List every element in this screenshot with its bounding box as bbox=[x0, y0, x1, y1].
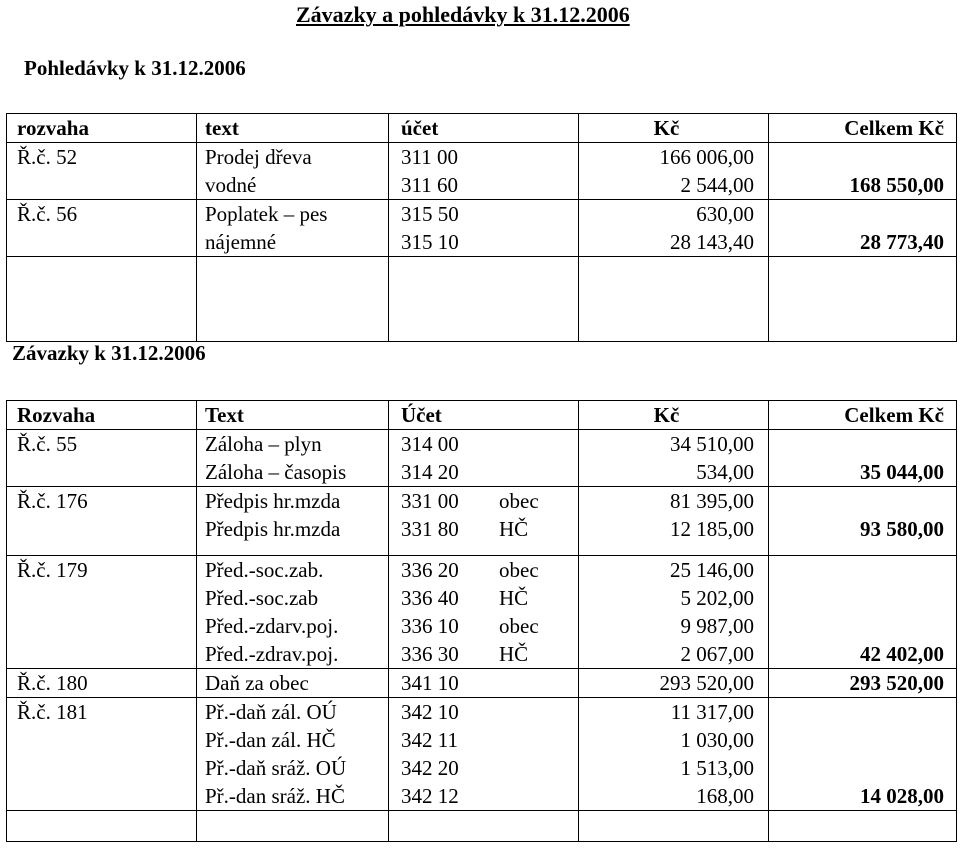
account-number: 336 20 bbox=[401, 558, 459, 582]
header-text: Text bbox=[197, 401, 389, 430]
celkem-line bbox=[769, 143, 944, 171]
cell-rozvaha bbox=[7, 200, 197, 257]
kc-line: 25 146,00 bbox=[670, 558, 754, 582]
kc-line: 11 317,00 bbox=[670, 700, 754, 724]
header-ucet: Účet bbox=[389, 401, 579, 430]
rozvaha-line bbox=[17, 171, 196, 199]
text-line: Před.-soc.zab bbox=[205, 586, 319, 610]
cell-celkem bbox=[769, 698, 957, 811]
cell-celkem bbox=[769, 143, 957, 200]
header-kc: Kč bbox=[579, 114, 769, 143]
celkem-line bbox=[769, 612, 944, 640]
header-celkem: Celkem Kč bbox=[769, 114, 957, 143]
kc-line: 1 030,00 bbox=[680, 728, 754, 752]
cell-rozvaha bbox=[7, 556, 197, 669]
celkem-line bbox=[769, 726, 944, 754]
cell-text bbox=[197, 430, 389, 487]
celkem-line bbox=[769, 487, 944, 515]
rozvaha-line bbox=[17, 640, 196, 668]
cell-kc bbox=[579, 200, 769, 257]
text-line: Záloha – časopis bbox=[205, 460, 347, 484]
header-ucet: účet bbox=[389, 114, 579, 143]
account-line bbox=[401, 430, 578, 458]
text-line: Před.-zdarv.poj. bbox=[205, 614, 339, 638]
celkem-line: 42 402,00 bbox=[860, 642, 944, 666]
cell-celkem bbox=[769, 669, 957, 698]
cell-ucet bbox=[389, 200, 579, 257]
kc-line: 293 520,00 bbox=[659, 671, 754, 695]
account-line bbox=[401, 487, 578, 515]
cell-kc bbox=[579, 430, 769, 487]
account-number: 314 00 bbox=[401, 432, 459, 456]
rozvaha-line bbox=[17, 612, 196, 640]
celkem-line: 28 773,40 bbox=[860, 230, 944, 254]
cell-ucet bbox=[389, 143, 579, 200]
kc-line: 2 544,00 bbox=[680, 173, 754, 197]
account-line bbox=[401, 458, 578, 486]
account-line bbox=[401, 556, 578, 584]
text-line: Před.-soc.zab. bbox=[205, 558, 324, 582]
celkem-line bbox=[769, 698, 944, 726]
table-row bbox=[7, 430, 957, 487]
text-line: Poplatek – pes bbox=[205, 202, 328, 226]
cell-ucet bbox=[389, 430, 579, 487]
cell-text bbox=[197, 200, 389, 257]
cell-rozvaha bbox=[7, 487, 197, 556]
table-header-row bbox=[7, 401, 957, 430]
header-rozvaha: rozvaha bbox=[7, 114, 197, 143]
rozvaha-line: Ř.č. 180 bbox=[17, 671, 88, 695]
liabilities-title: Závazky k 31.12.2006 bbox=[12, 341, 206, 365]
cell-text bbox=[197, 669, 389, 698]
celkem-line: 293 520,00 bbox=[849, 671, 944, 695]
account-line bbox=[401, 669, 578, 697]
kc-line: 168,00 bbox=[696, 784, 754, 808]
celkem-line: 14 028,00 bbox=[860, 784, 944, 808]
celkem-line bbox=[769, 200, 944, 228]
account-number: 341 10 bbox=[401, 671, 459, 695]
cell-text bbox=[197, 556, 389, 669]
account-number: 331 80 bbox=[401, 517, 459, 541]
rozvaha-line: Ř.č. 52 bbox=[17, 145, 78, 169]
cell-text bbox=[197, 487, 389, 556]
text-line: Př.-dan sráž. HČ bbox=[205, 784, 345, 808]
account-party: HČ bbox=[499, 517, 529, 541]
text-line: Př.-daň zál. OÚ bbox=[205, 700, 337, 724]
account-number: 336 40 bbox=[401, 586, 459, 610]
account-line bbox=[401, 782, 578, 810]
text-line: Před.-zdrav.poj. bbox=[205, 642, 339, 666]
receivables-title: Pohledávky k 31.12.2006 bbox=[24, 56, 246, 80]
cell-kc bbox=[579, 556, 769, 669]
ucet-line: 315 50 bbox=[401, 202, 459, 226]
kc-line: 9 987,00 bbox=[680, 614, 754, 638]
rozvaha-line: Ř.č. 179 bbox=[17, 558, 88, 582]
kc-line: 12 185,00 bbox=[670, 517, 754, 541]
cell-kc bbox=[579, 669, 769, 698]
account-line bbox=[401, 515, 578, 543]
table-spacer-row bbox=[7, 811, 957, 842]
text-line: vodné bbox=[205, 173, 257, 197]
cell-celkem bbox=[769, 556, 957, 669]
text-line: Př.-dan zál. HČ bbox=[205, 728, 336, 752]
celkem-line: 168 550,00 bbox=[849, 173, 944, 197]
celkem-line bbox=[769, 556, 944, 584]
table-row bbox=[7, 556, 957, 669]
ucet-line: 315 10 bbox=[401, 230, 459, 254]
kc-line: 81 395,00 bbox=[670, 489, 754, 513]
document-title: Závazky a pohledávky k 31.12.2006 bbox=[296, 2, 630, 27]
cell-rozvaha bbox=[7, 143, 197, 200]
rozvaha-line bbox=[17, 515, 196, 543]
rozvaha-line bbox=[17, 754, 196, 782]
rozvaha-line bbox=[17, 726, 196, 754]
header-rozvaha: Rozvaha bbox=[7, 401, 197, 430]
kc-line: 2 067,00 bbox=[680, 642, 754, 666]
account-line bbox=[401, 640, 578, 668]
cell-ucet bbox=[389, 669, 579, 698]
ucet-line: 311 60 bbox=[401, 173, 458, 197]
kc-line: 166 006,00 bbox=[659, 145, 754, 169]
rozvaha-line bbox=[17, 458, 196, 486]
cell-rozvaha bbox=[7, 698, 197, 811]
text-line: Prodej dřeva bbox=[205, 145, 312, 169]
kc-line: 28 143,40 bbox=[670, 230, 754, 254]
header-celkem: Celkem Kč bbox=[769, 401, 957, 430]
account-number: 331 00 bbox=[401, 489, 459, 513]
cell-rozvaha bbox=[7, 669, 197, 698]
account-party: obec bbox=[499, 614, 539, 638]
cell-ucet bbox=[389, 698, 579, 811]
liabilities-table bbox=[6, 400, 957, 842]
account-line bbox=[401, 754, 578, 782]
cell-celkem bbox=[769, 487, 957, 556]
account-party: HČ bbox=[499, 586, 529, 610]
table-spacer-row bbox=[7, 257, 957, 342]
header-kc: Kč bbox=[579, 401, 769, 430]
ucet-line: 311 00 bbox=[401, 145, 458, 169]
celkem-line: 93 580,00 bbox=[860, 517, 944, 541]
cell-kc bbox=[579, 698, 769, 811]
account-party: obec bbox=[499, 489, 539, 513]
cell-ucet bbox=[389, 487, 579, 556]
kc-line: 34 510,00 bbox=[670, 432, 754, 456]
account-number: 342 10 bbox=[401, 700, 459, 724]
account-number: 336 30 bbox=[401, 642, 459, 666]
account-line bbox=[401, 584, 578, 612]
account-line bbox=[401, 698, 578, 726]
rozvaha-line: Ř.č. 176 bbox=[17, 489, 88, 513]
cell-celkem bbox=[769, 200, 957, 257]
rozvaha-line bbox=[17, 228, 196, 256]
account-party: obec bbox=[499, 558, 539, 582]
rozvaha-line: Ř.č. 56 bbox=[17, 202, 78, 226]
cell-kc bbox=[579, 143, 769, 200]
cell-ucet bbox=[389, 556, 579, 669]
account-line bbox=[401, 726, 578, 754]
text-line: Předpis hr.mzda bbox=[205, 489, 341, 513]
account-party: HČ bbox=[499, 642, 529, 666]
cell-kc bbox=[579, 487, 769, 556]
account-number: 336 10 bbox=[401, 614, 459, 638]
celkem-line bbox=[769, 584, 944, 612]
rozvaha-line bbox=[17, 584, 196, 612]
text-line: Záloha – plyn bbox=[205, 432, 322, 456]
rozvaha-line bbox=[17, 782, 196, 810]
text-line: Předpis hr.mzda bbox=[205, 517, 341, 541]
receivables-table bbox=[6, 113, 957, 342]
account-line bbox=[401, 612, 578, 640]
header-text: text bbox=[197, 114, 389, 143]
cell-text bbox=[197, 143, 389, 200]
celkem-line: 35 044,00 bbox=[860, 460, 944, 484]
table-row bbox=[7, 200, 957, 257]
text-line: nájemné bbox=[205, 230, 277, 254]
table-row bbox=[7, 143, 957, 200]
celkem-line bbox=[769, 754, 944, 782]
rozvaha-line: Ř.č. 55 bbox=[17, 432, 78, 456]
kc-line: 5 202,00 bbox=[680, 586, 754, 610]
table-row bbox=[7, 487, 957, 556]
kc-line: 630,00 bbox=[696, 202, 754, 226]
rozvaha-line: Ř.č. 181 bbox=[17, 700, 88, 724]
text-line: Př.-daň sráž. OÚ bbox=[205, 756, 347, 780]
celkem-line bbox=[769, 430, 944, 458]
account-number: 342 20 bbox=[401, 756, 459, 780]
kc-line: 1 513,00 bbox=[680, 756, 754, 780]
cell-celkem bbox=[769, 430, 957, 487]
account-number: 342 12 bbox=[401, 784, 459, 808]
kc-line: 534,00 bbox=[696, 460, 754, 484]
table-row bbox=[7, 669, 957, 698]
account-number: 342 11 bbox=[401, 728, 458, 752]
account-number: 314 20 bbox=[401, 460, 459, 484]
table-header-row bbox=[7, 114, 957, 143]
table-row bbox=[7, 698, 957, 811]
text-line: Daň za obec bbox=[205, 671, 309, 695]
cell-text bbox=[197, 698, 389, 811]
cell-rozvaha bbox=[7, 430, 197, 487]
